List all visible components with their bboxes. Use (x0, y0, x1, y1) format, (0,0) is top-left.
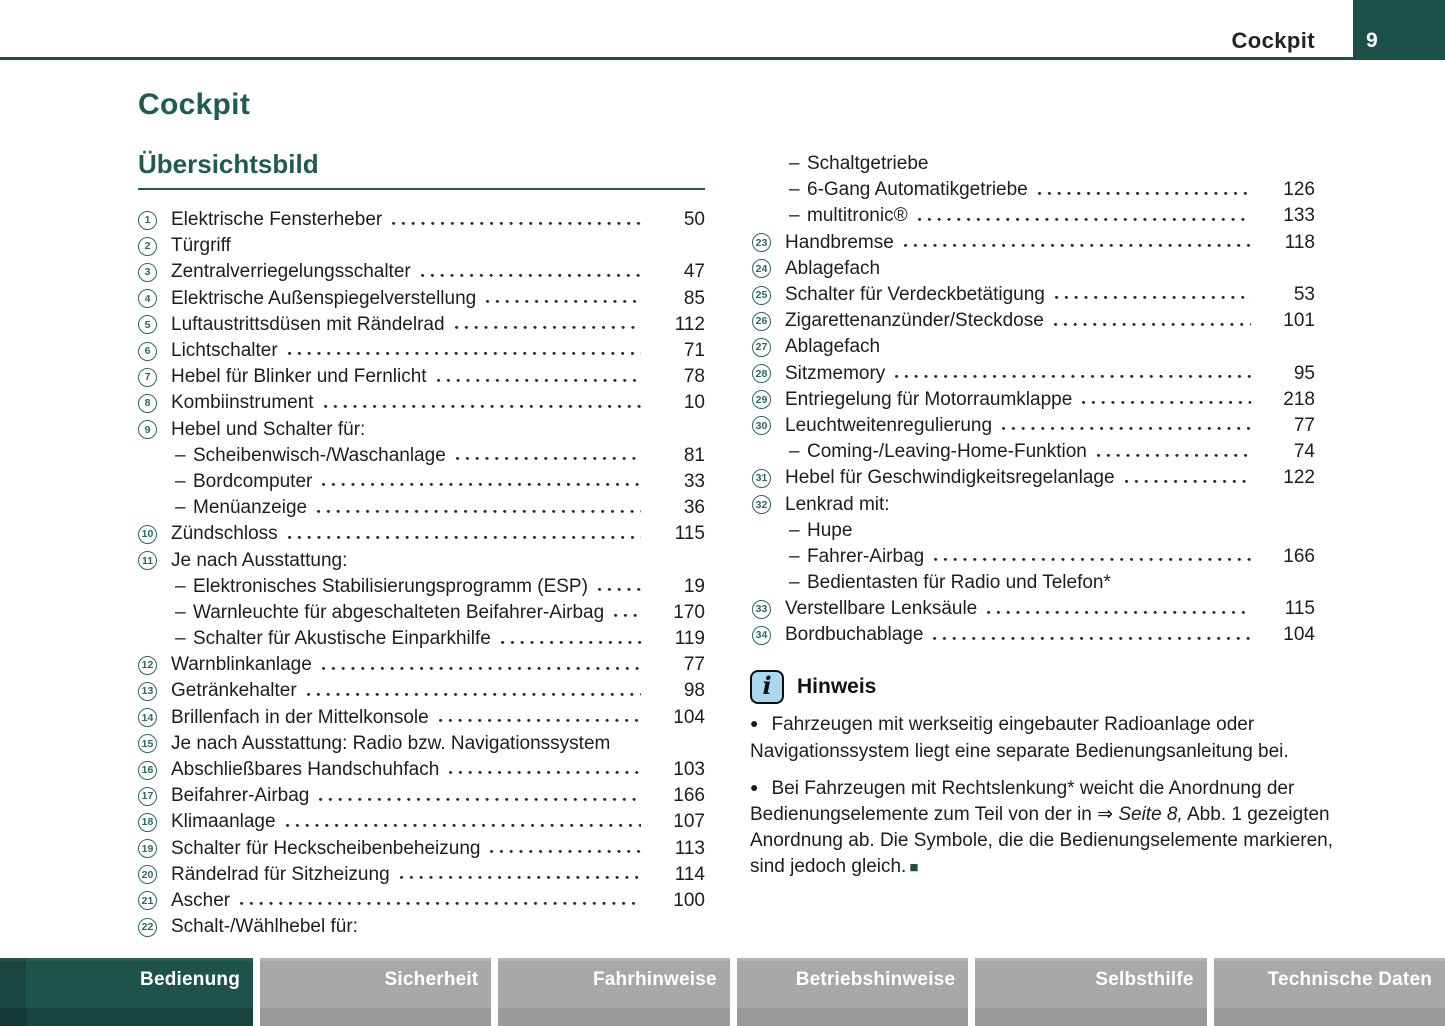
item-number-badge: 9 (138, 420, 157, 439)
item-label: Elektrische Fensterheber (171, 209, 383, 231)
item-label: Sitzmemory (785, 362, 886, 384)
item-label: Getränkehalter (171, 680, 297, 702)
dash-marker: – (789, 205, 800, 227)
item-number-badge: 11 (138, 551, 157, 570)
item-number-badge: 21 (138, 891, 157, 910)
item-number-badge: 8 (138, 394, 157, 413)
dot-leader (238, 888, 641, 914)
dot-leader (596, 574, 641, 600)
tab-betriebshinweise[interactable] (737, 958, 968, 1026)
note-bullet-list (750, 712, 1346, 881)
item-page-number: 104 (673, 706, 705, 728)
dash-marker: – (175, 575, 186, 597)
item-label: Klimaanlage (171, 811, 276, 833)
toc-item (752, 334, 1315, 360)
item-label: Zündschloss (171, 523, 278, 545)
dot-leader (453, 312, 641, 338)
item-page-number: 36 (683, 497, 705, 519)
dot-leader (902, 230, 1251, 256)
toc-item (752, 203, 1315, 229)
item-page-number: 74 (1293, 441, 1315, 463)
item-label: Scheibenwisch-/Waschanlage (193, 444, 446, 466)
item-number-badge: 6 (138, 342, 157, 361)
note-section (750, 670, 1346, 892)
tab-fahrhinweise[interactable] (498, 958, 729, 1026)
item-label: Coming-/Leaving-Home-Funktion (807, 441, 1087, 463)
dot-leader (286, 521, 641, 547)
page-number: 9 (1366, 29, 1378, 52)
item-label: Je nach Ausstattung: (171, 549, 348, 571)
item-number-badge: 31 (752, 469, 771, 488)
dot-leader (286, 338, 641, 364)
dot-leader (390, 207, 641, 233)
toc-item (138, 757, 705, 783)
tab-selbsthilfe[interactable] (975, 958, 1206, 1026)
item-page-number: 47 (683, 261, 705, 283)
item-page-number: 218 (1283, 388, 1315, 410)
item-page-number: 166 (673, 785, 705, 807)
item-page-number: 112 (674, 313, 705, 335)
toc-item (138, 364, 705, 390)
dash-marker: – (175, 628, 186, 650)
bullet-marker: ● (750, 778, 759, 795)
dash-marker: – (789, 519, 800, 541)
dot-leader (284, 809, 641, 835)
item-label: Leuchtweitenregulierung (785, 414, 993, 436)
toc-item (138, 286, 705, 312)
item-number-badge: 1 (138, 211, 157, 230)
item-number-badge: 17 (138, 787, 157, 806)
toc-item (138, 731, 705, 757)
item-number-badge: 4 (138, 289, 157, 308)
dot-leader (1080, 387, 1251, 413)
item-label: Ascher (171, 889, 231, 911)
page-number-box (1353, 0, 1445, 60)
item-page-number: 33 (683, 470, 705, 492)
item-number-badge: 2 (138, 237, 157, 256)
item-number-badge: 22 (138, 918, 157, 937)
note-text-segment: Seite 8, (1118, 804, 1183, 826)
item-page-number: 19 (683, 575, 705, 597)
toc-item (138, 521, 705, 547)
dot-leader (1052, 308, 1251, 334)
toc-item (138, 574, 705, 600)
item-page-number: 119 (674, 628, 705, 650)
note-header (750, 670, 1346, 704)
item-page-number: 71 (683, 340, 705, 362)
item-page-number: 115 (674, 523, 705, 545)
dot-leader (317, 783, 641, 809)
item-label: Ablagefach (785, 257, 881, 279)
item-page-number: 77 (683, 654, 705, 676)
header-rule (0, 57, 1445, 60)
dot-leader (398, 862, 641, 888)
dot-leader (1036, 177, 1251, 203)
dot-leader (985, 596, 1251, 622)
item-number-badge: 32 (752, 495, 771, 514)
dash-marker: – (789, 179, 800, 201)
item-page-number: 107 (673, 811, 705, 833)
toc-item (752, 570, 1315, 596)
item-label: Hebel für Blinker und Fernlicht (171, 366, 427, 388)
item-label: Türgriff (171, 235, 231, 257)
item-label: Verstellbare Lenksäule (785, 598, 978, 620)
item-label: Schalter für Akustische Einparkhilfe (193, 628, 491, 650)
toc-item (752, 387, 1315, 413)
item-page-number: 113 (674, 837, 705, 859)
toc-item (752, 518, 1315, 544)
dot-leader (1000, 413, 1251, 439)
toc-item (138, 233, 705, 259)
item-number-badge: 13 (138, 682, 157, 701)
toc-item (138, 495, 705, 521)
toc-item (138, 705, 705, 731)
item-page-number: 170 (673, 601, 705, 623)
item-number-badge: 25 (752, 286, 771, 305)
item-page-number: 95 (1293, 362, 1315, 384)
tab-label: Sicherheit (384, 969, 479, 990)
dot-leader (320, 652, 641, 678)
item-number-badge: 33 (752, 600, 771, 619)
item-page-number: 78 (683, 366, 705, 388)
item-label: Bordbuchablage (785, 624, 924, 646)
note-text-segment: Fahrzeugen mit werkseitig eingebauter Radioanlage oder Navigationssystem liegt eine separate Bedienungsanleitung bei. (750, 714, 1289, 762)
item-label: Hebel für Geschwindigkeitsregelanlage (785, 467, 1115, 489)
section-heading: Übersichtsbild (138, 149, 705, 190)
tab-label: Bedienung (140, 969, 240, 990)
toc-item (138, 862, 705, 888)
tab-label: Fahrhinweise (592, 969, 717, 990)
dash-marker: – (789, 153, 800, 175)
dash-marker: – (789, 545, 800, 567)
toc-item (138, 914, 705, 940)
dot-leader (315, 495, 641, 521)
item-number-badge: 20 (138, 865, 157, 884)
toc-item (752, 413, 1315, 439)
note-heading: Hinweis (797, 675, 877, 698)
dot-leader (893, 361, 1251, 387)
item-page-number: 118 (1284, 231, 1315, 253)
note-text-segment: Bei Fahrzeugen mit Rechtslenkung* weicht die Anordnung der Bedienungselemente zum Teil von der in ⇒ (750, 777, 1295, 826)
dot-leader (1095, 439, 1251, 465)
item-number-badge: 3 (138, 263, 157, 282)
item-label: Entriegelung für Motorraumklappe (785, 388, 1073, 410)
item-page-number: 53 (1293, 284, 1315, 306)
dot-leader (454, 443, 641, 469)
toc-item (752, 282, 1315, 308)
item-page-number: 104 (1283, 624, 1315, 646)
toc-item (138, 809, 705, 835)
toc-left-column (138, 207, 705, 940)
item-number-badge: 10 (138, 525, 157, 544)
item-page-number: 126 (1283, 179, 1315, 201)
tab-label: Technische Daten (1267, 969, 1433, 990)
item-page-number: 114 (674, 863, 705, 885)
item-page-number: 103 (673, 759, 705, 781)
toc-item (752, 596, 1315, 622)
page-title: Cockpit (138, 88, 251, 121)
toc-item (752, 230, 1315, 256)
dot-leader (437, 705, 641, 731)
toc-item (138, 678, 705, 704)
item-page-number: 98 (683, 680, 705, 702)
tab-label: Betriebshinweise (795, 969, 956, 990)
toc-item (138, 626, 705, 652)
item-label: Zentralverriegelungsschalter (171, 261, 411, 283)
item-label: Menüanzeige (193, 497, 308, 519)
item-label: Handbremse (785, 231, 894, 253)
item-label: Schalter für Verdeckbetätigung (785, 284, 1045, 306)
item-page-number: 101 (1283, 310, 1315, 332)
item-number-badge: 12 (138, 656, 157, 675)
item-label: Beifahrer-Airbag (171, 785, 310, 807)
item-page-number: 100 (673, 889, 705, 911)
item-label: Schaltgetriebe (807, 153, 929, 175)
item-number-badge: 18 (138, 813, 157, 832)
item-label: Zigarettenanzünder/Steckdose (785, 310, 1044, 332)
item-number-badge: 15 (138, 734, 157, 753)
dot-leader (932, 544, 1251, 570)
item-label: Warnleuchte für abgeschalteten Beifahrer-Airbag (193, 601, 605, 623)
item-label: Kombiinstrument (171, 392, 314, 414)
toc-item (138, 836, 705, 862)
toc-item (752, 544, 1315, 570)
item-page-number: 166 (1283, 545, 1315, 567)
toc-item (752, 308, 1315, 334)
toc-item (138, 547, 705, 573)
item-number-badge: 7 (138, 368, 157, 387)
dot-leader (488, 836, 641, 862)
item-page-number: 122 (1283, 467, 1315, 489)
footer-section-tabs (0, 958, 1445, 1026)
dot-leader (419, 259, 641, 285)
item-number-badge: 19 (138, 839, 157, 858)
dot-leader (484, 286, 641, 312)
dot-leader (916, 203, 1251, 229)
dash-marker: – (175, 497, 186, 519)
item-label: Schalter für Heckscheibenbeheizung (171, 837, 481, 859)
item-page-number: 85 (683, 287, 705, 309)
toc-item (138, 390, 705, 416)
dot-leader (305, 678, 641, 704)
item-label: 6-Gang Automatikgetriebe (807, 179, 1028, 201)
item-label: Lichtschalter (171, 340, 278, 362)
toc-item (138, 652, 705, 678)
toc-item (752, 361, 1315, 387)
info-icon (750, 670, 784, 704)
dash-marker: – (175, 444, 186, 466)
item-label: Lenkrad mit: (785, 493, 890, 515)
item-label: Luftaustrittsdüsen mit Rändelrad (171, 313, 445, 335)
toc-item (138, 338, 705, 364)
item-page-number: 77 (1293, 414, 1315, 436)
toc-item (138, 443, 705, 469)
toc-item (752, 622, 1315, 648)
toc-item (138, 888, 705, 914)
toc-item (752, 256, 1315, 282)
item-label: Fahrer-Airbag (807, 545, 925, 567)
toc-right-column (752, 151, 1315, 649)
note-text-segment: ■ (909, 858, 919, 876)
item-page-number: 133 (1283, 205, 1315, 227)
dot-leader (322, 390, 641, 416)
item-label: Abschließbares Handschuhfach (171, 759, 440, 781)
toc-item (752, 465, 1315, 491)
toc-item (138, 312, 705, 338)
item-number-badge: 28 (752, 364, 771, 383)
note-text-segment: Abb. 1 gezeigten Anordnung ab. Die Symbole, die die Bedienungselemente markieren, sind jedoch gleich. (750, 804, 1334, 877)
item-number-badge: 29 (752, 390, 771, 409)
item-number-badge: 5 (138, 315, 157, 334)
dot-leader (1053, 282, 1251, 308)
toc-item (138, 783, 705, 809)
item-label: Brillenfach in der Mittelkonsole (171, 706, 429, 728)
item-number-badge: 27 (752, 338, 771, 357)
toc-item (138, 259, 705, 285)
dot-leader (1123, 465, 1251, 491)
item-label: Elektronisches Stabilisierungsprogramm (ESP) (193, 575, 588, 597)
bullet-marker: ● (750, 715, 759, 731)
item-number-badge: 26 (752, 312, 771, 331)
tab-sicherheit[interactable] (260, 958, 491, 1026)
dash-marker: – (789, 572, 800, 594)
item-page-number: 10 (683, 392, 705, 414)
tab-technische-daten[interactable] (1214, 958, 1445, 1026)
toc-item (138, 207, 705, 233)
dash-marker: – (789, 441, 800, 463)
dot-leader (447, 757, 641, 783)
dot-leader (612, 600, 641, 626)
dot-leader (320, 469, 641, 495)
item-label: Bordcomputer (193, 470, 313, 492)
item-page-number: 81 (683, 444, 705, 466)
item-number-badge: 34 (752, 626, 771, 645)
item-page-number: 115 (1284, 598, 1315, 620)
item-label: Elektrische Außenspiegelverstellung (171, 287, 477, 309)
item-number-badge: 16 (138, 761, 157, 780)
item-number-badge: 23 (752, 233, 771, 252)
item-label: Hupe (807, 519, 853, 541)
item-label: Rändelrad für Sitzheizung (171, 863, 390, 885)
item-label: Hebel und Schalter für: (171, 418, 366, 440)
item-label: Je nach Ausstattung: Radio bzw. Navigationssystem (171, 732, 611, 754)
dash-marker: – (175, 470, 186, 492)
note-bullet (750, 776, 1346, 881)
item-label: multitronic® (807, 205, 908, 227)
note-bullet (750, 712, 1346, 765)
item-page-number: 50 (683, 209, 705, 231)
item-number-badge: 24 (752, 259, 771, 278)
dot-leader (931, 622, 1251, 648)
item-label: Ablagefach (785, 336, 881, 358)
running-header-title: Cockpit (1231, 28, 1315, 53)
tab-bedienung[interactable] (0, 958, 253, 1026)
item-label: Warnblinkanlage (171, 654, 312, 676)
item-number-badge: 14 (138, 708, 157, 727)
toc-item (138, 417, 705, 443)
info-icon-glyph: i (762, 671, 772, 700)
toc-item (752, 491, 1315, 517)
dot-leader (435, 364, 641, 390)
toc-item (752, 177, 1315, 203)
dash-marker: – (175, 601, 186, 623)
toc-item (752, 439, 1315, 465)
toc-item (138, 600, 705, 626)
item-number-badge: 30 (752, 416, 771, 435)
toc-item (752, 151, 1315, 177)
tab-label: Selbsthilfe (1095, 969, 1194, 990)
dot-leader (499, 626, 641, 652)
item-label: Bedientasten für Radio und Telefon* (807, 572, 1111, 594)
item-label: Schalt-/Wählhebel für: (171, 916, 358, 938)
toc-item (138, 469, 705, 495)
